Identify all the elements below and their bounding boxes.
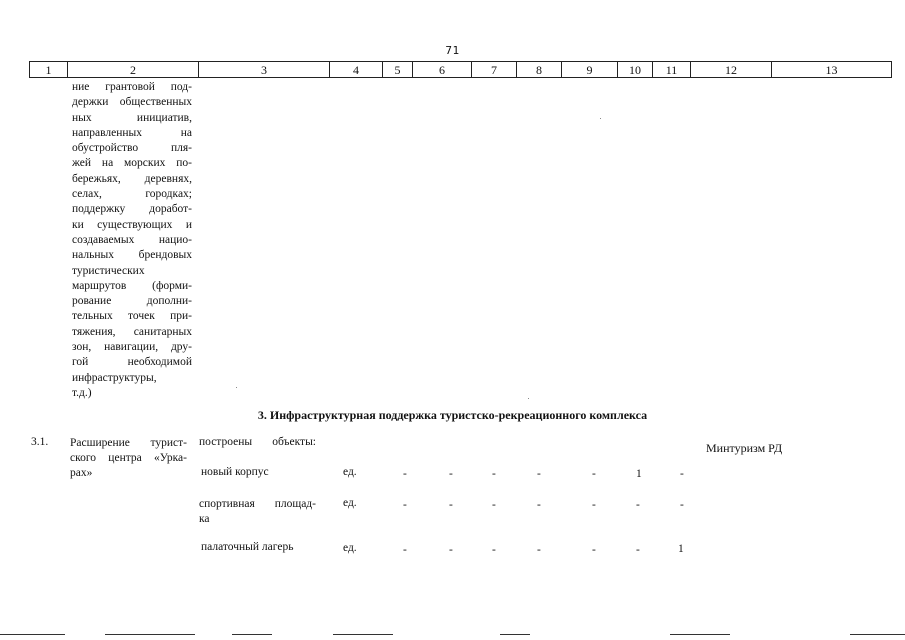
- description-line: ки существующих и: [72, 218, 192, 231]
- row-indicator: построены объекты:: [199, 436, 316, 448]
- item-value: -: [680, 468, 684, 480]
- item-unit: ед.: [343, 466, 357, 478]
- item-value: -: [449, 499, 453, 511]
- item-value: -: [403, 544, 407, 556]
- item-name-line: ка: [199, 513, 210, 525]
- row-name-line: Расширение турист-: [70, 437, 187, 449]
- item-value: -: [537, 544, 541, 556]
- column-header-12: 12: [691, 62, 772, 78]
- item-value: -: [636, 544, 640, 556]
- item-value: 1: [678, 543, 684, 555]
- description-line: селах, городках;: [72, 188, 192, 201]
- bottom-rule: [500, 634, 530, 635]
- column-header-2: 2: [68, 62, 199, 78]
- column-header-7: 7: [472, 62, 517, 78]
- item-value: -: [592, 499, 596, 511]
- description-line: тяжения, санитарных: [72, 325, 192, 338]
- description-line: т.д.): [72, 386, 92, 399]
- column-header-6: 6: [413, 62, 472, 78]
- bottom-rule: [0, 634, 65, 635]
- column-header-5: 5: [383, 62, 413, 78]
- bottom-rule: [333, 634, 393, 635]
- item-name-line: спортивная площад-: [199, 498, 316, 510]
- description-line: тельных точек при-: [72, 310, 192, 323]
- item-value: -: [403, 499, 407, 511]
- item-unit: ед.: [343, 542, 357, 554]
- scan-speck: [236, 387, 237, 388]
- item-value: -: [680, 499, 684, 511]
- item-name: [199, 497, 316, 527]
- description-line: бережьях, деревнях,: [72, 172, 192, 185]
- column-header-8: 8: [517, 62, 562, 78]
- description-line: ных инициатив,: [72, 111, 192, 124]
- description-line: держки общественных: [72, 96, 192, 109]
- item-value: -: [636, 499, 640, 511]
- item-value: -: [592, 544, 596, 556]
- column-header-13: 13: [772, 62, 892, 78]
- column-header-3: 3: [199, 62, 330, 78]
- column-header-1: 1: [30, 62, 68, 78]
- column-header-9: 9: [562, 62, 618, 78]
- description-line: нальных брендовых: [72, 249, 192, 262]
- description-line: гой необходимой: [72, 356, 192, 369]
- column-header-4: 4: [330, 62, 383, 78]
- item-name: новый корпус: [201, 466, 269, 478]
- row-name-line: рах»: [70, 467, 93, 479]
- column-number-header: [29, 61, 892, 78]
- item-value: 1: [636, 468, 642, 480]
- item-unit: ед.: [343, 497, 357, 509]
- row-name-line: ского центра «Урка-: [70, 452, 187, 464]
- description-line: создаваемых нацио-: [72, 233, 192, 246]
- scan-speck: [600, 118, 601, 119]
- page-number: 71: [445, 44, 460, 57]
- scan-speck: [528, 398, 529, 399]
- description-line: поддержку доработ-: [72, 203, 192, 216]
- item-value: -: [492, 499, 496, 511]
- description-line: жей на морских по-: [72, 157, 192, 170]
- bottom-rule: [105, 634, 195, 635]
- description-line: зон, навигации, дру-: [72, 341, 192, 354]
- row-number: 3.1.: [31, 436, 49, 448]
- description-line: инфраструктуры,: [72, 371, 157, 384]
- responsible-executor: Минтуризм РД: [706, 441, 783, 455]
- bottom-rule: [850, 634, 905, 635]
- row-name: [70, 436, 187, 481]
- description-line: маршрутов (форми-: [72, 279, 192, 292]
- description-line: обустройство пля-: [72, 142, 192, 155]
- item-value: -: [537, 499, 541, 511]
- continued-description: [72, 80, 192, 401]
- item-value: -: [492, 468, 496, 480]
- item-value: -: [403, 468, 407, 480]
- section-title: 3. Инфраструктурная поддержка туристско-рекреационного комплекса: [257, 408, 648, 422]
- item-value: -: [449, 468, 453, 480]
- bottom-rule: [232, 634, 272, 635]
- description-line: ние грантовой под-: [72, 81, 192, 93]
- item-name: палаточный лагерь: [201, 541, 294, 553]
- item-value: -: [537, 468, 541, 480]
- item-value: -: [592, 468, 596, 480]
- item-value: -: [492, 544, 496, 556]
- bottom-rule: [670, 634, 730, 635]
- column-header-10: 10: [618, 62, 653, 78]
- item-value: -: [449, 544, 453, 556]
- description-line: направленных на: [72, 126, 192, 139]
- description-line: рование дополни-: [72, 295, 192, 308]
- column-header-11: 11: [653, 62, 691, 78]
- description-line: туристических: [72, 264, 145, 277]
